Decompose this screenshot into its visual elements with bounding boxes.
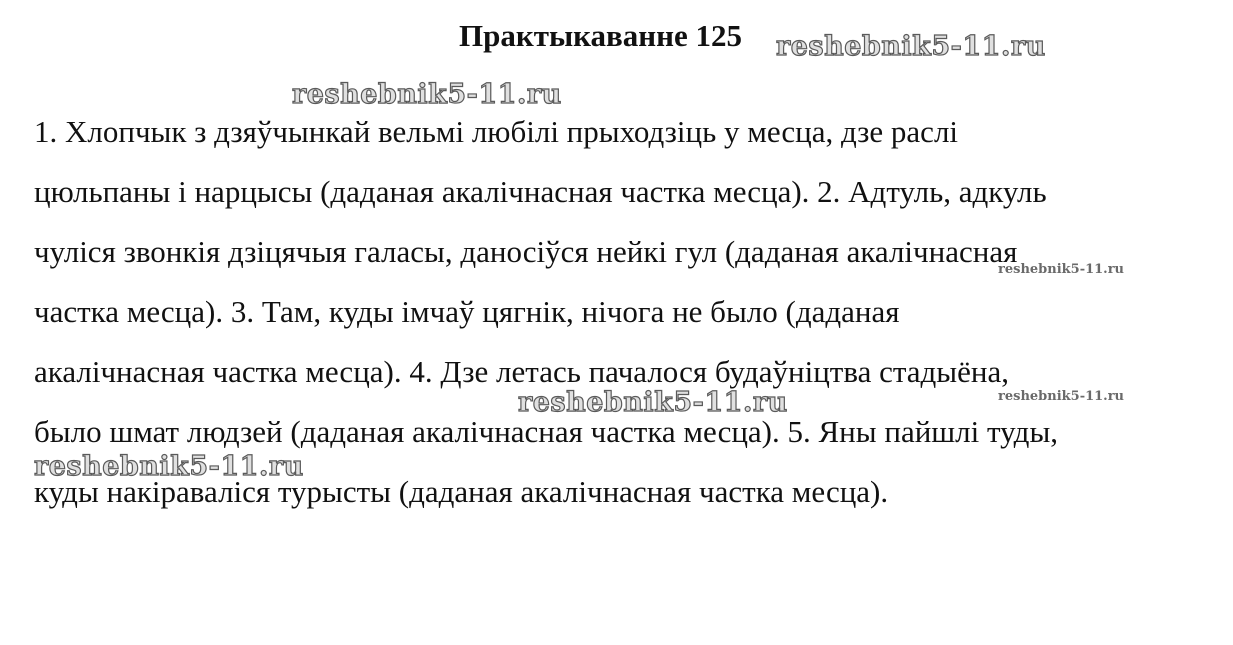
body-line-4: частка месца). 3. Там, куды імчаў цягнік, нічога не было (даданая bbox=[34, 294, 900, 329]
watermark: reshebnik5-11.ru bbox=[292, 79, 562, 110]
body-line-1: 1. Хлопчык з дзяўчынкай вельмі любілі прыходзіць у месца, дзе раслі bbox=[34, 114, 959, 149]
body-line-3: чуліся звонкія дзіцячыя галасы, даносіўся нейкі гул (даданая акалічнасная bbox=[34, 234, 1018, 269]
body-line-7: куды накіраваліся турысты (даданая акалічнасная частка месца). bbox=[34, 474, 889, 509]
body-line-2: цюльпаны і нарцысы (даданая акалічнасная частка месца). 2. Адтуль, адкуль bbox=[34, 174, 1047, 209]
page-title: Практыкаванне 125 bbox=[459, 18, 743, 53]
watermark: reshebnik5-11.ru bbox=[998, 262, 1125, 277]
watermark: reshebnik5-11.ru bbox=[518, 387, 788, 418]
body-line-6: было шмат людзей (даданая акалічнасная частка месца). 5. Яны пайшлі туды, bbox=[34, 414, 1059, 449]
watermark: reshebnik5-11.ru bbox=[776, 31, 1046, 62]
watermark: reshebnik5-11.ru bbox=[34, 451, 304, 482]
body-line-5: акалічнасная частка месца). 4. Дзе летась пачалося будаўніцтва стадыёна, bbox=[34, 354, 1009, 389]
watermark: reshebnik5-11.ru bbox=[998, 389, 1125, 404]
